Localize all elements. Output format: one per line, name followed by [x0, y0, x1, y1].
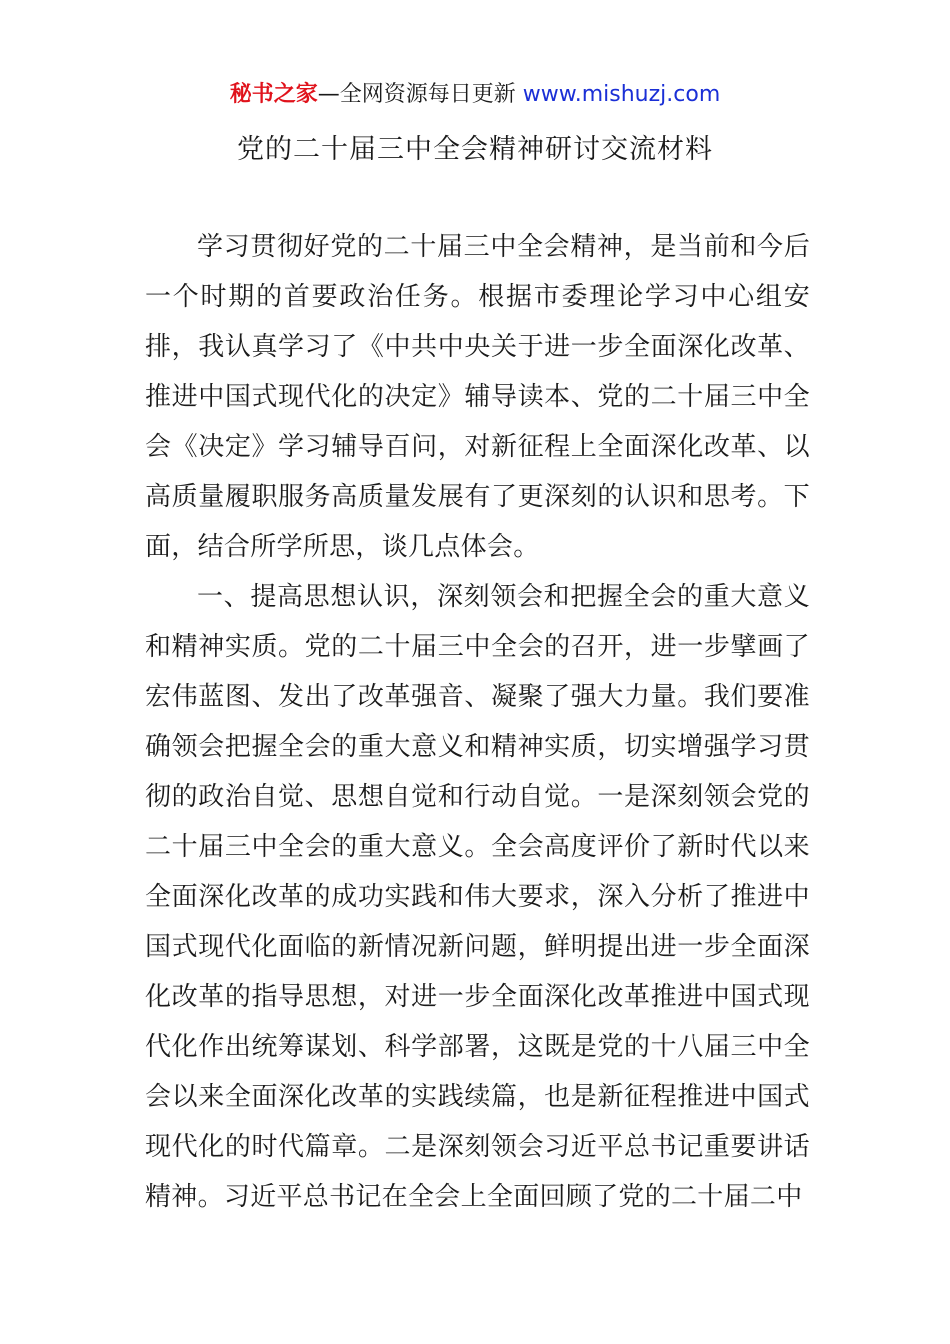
brand-name: 秘书之家 — [229, 82, 318, 107]
site-header — [0, 80, 950, 110]
header-tagline: —全网资源每日更新 — [317, 82, 516, 107]
paragraph-intro: 学习贯彻好党的二十届三中全会精神，是当前和今后一个时期的首要政治任务。根据市委理论学习中心组安排，我认真学习了《中共中央关于进一步全面深化改革、推进中国式现代化的决定》辅导读本、党的二十届三中全会《决定》学习辅导百问，对新征程上全面深化改革、以高质量履职服务高质量发展有了更深刻的认识和思考。下面，结合所学所思，谈几点体会。 — [145, 232, 810, 562]
paragraph-section-one: 一、提高思想认识，深刻领会和把握全会的重大意义和精神实质。党的二十届三中全会的召开，进一步擘画了宏伟蓝图、发出了改革强音、凝聚了强大力量。我们要准确领会把握全会的重大意义和精神实质，切实增强学习贯彻的政治自觉、思想自觉和行动自觉。一是深刻领会党的二十届三中全会的重大意义。全会高度评价了新时代以来全面深化改革的成功实践和伟大要求，深入分析了推进中国式现代化面临的新情况新问题，鲜明提出进一步全面深化改革的指导思想，对进一步全面深化改革推进中国式现代化作出统筹谋划、科学部署，这既是党的十八届三中全会以来全面深化改革的实践续篇，也是新征程推进中国式现代化的时代篇章。二是深刻领会习近平总书记重要讲话精神。习近平总书记在全会上全面回顾了党的二十届二中 — [145, 582, 810, 1212]
site-url-link[interactable]: www.mishuzj.com — [522, 82, 721, 107]
document-title: 党的二十届三中全会精神研讨交流材料 — [237, 134, 713, 165]
document-body — [145, 222, 810, 1222]
